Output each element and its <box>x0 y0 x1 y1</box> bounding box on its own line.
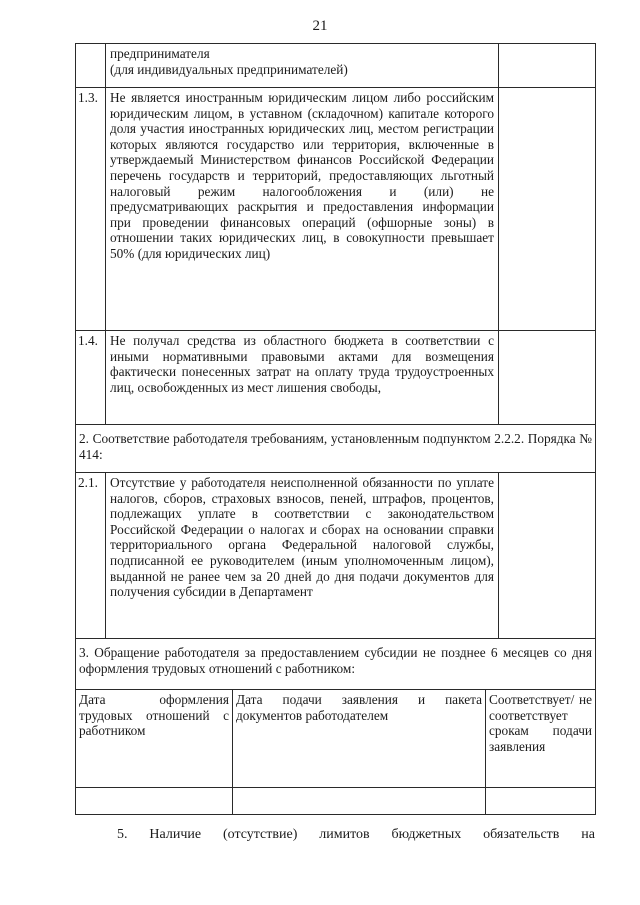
table-row <box>76 88 596 331</box>
table-header-row <box>76 690 596 788</box>
criterion-text: Не является иностранным юридическим лицом либо российским юридическим лицом, в уставном (складочном) капитале которого доля участия иностранных юридических лиц, местом регистрации которых являются государство или территория, включенные в утверждаемый Министерством финансов Российской Федерации перечень государств и территорий, предоставляющих льготный налоговый режим налогообложения и (или) не предусматривающих раскрытия и предоставления информации при проведении финансовых операций (офшорные зоны) в отношении таких юридических лиц, в совокупности превышает 50% (для юридических лиц) <box>106 88 499 331</box>
mark-cell[interactable] <box>499 473 596 639</box>
table-row <box>76 44 596 88</box>
column-header: Дата оформления трудовых отношений с работником <box>76 690 233 788</box>
mark-cell[interactable] <box>499 44 596 88</box>
section-heading-2: 2. Соответствие работодателя требованиям, установленным подпунктом 2.2.2. Порядка № 414: <box>76 425 596 473</box>
table-cell[interactable] <box>76 788 233 815</box>
section-row <box>76 639 596 690</box>
criterion-text: Не получал средства из областного бюджета в соответствии с иными нормативными правовыми актами для возмещения фактически понесенных затрат на оплату труда трудоустроенных лиц, освобожденных из мест лишения свободы, <box>106 331 499 425</box>
section-row <box>76 425 596 473</box>
table-row <box>76 331 596 425</box>
mark-cell[interactable] <box>499 331 596 425</box>
row-number: 2.1. <box>76 473 106 639</box>
column-header: Соответствует/ не соответствует срокам подачи заявления <box>486 690 596 788</box>
table-row <box>76 788 596 815</box>
row-number: 1.3. <box>76 88 106 331</box>
column-header: Дата подачи заявления и пакета документов работодателем <box>233 690 486 788</box>
row-number: 1.4. <box>76 331 106 425</box>
row-number <box>76 44 106 88</box>
table-cell[interactable] <box>486 788 596 815</box>
criteria-table <box>75 43 596 690</box>
table-row <box>76 473 596 639</box>
criterion-text: Отсутствие у работодателя неисполненной обязанности по уплате налогов, сборов, страховых взносов, пеней, штрафов, процентов, подлежащих уплате в соответствии с законодательством Российской Федерации о налогах и сборах на основании справки территориального органа Федеральной налоговой службы, подписанной ее руководителем (иным уполномоченным лицом), выданной не ранее чем за 20 дней до дня подачи документов для получения субсидии в Департамент <box>106 473 499 639</box>
dates-table <box>75 689 596 815</box>
section-heading-3: 3. Обращение работодателя за предоставлением субсидии не позднее 6 месяцев со дня оформления трудовых отношений с работником: <box>76 639 596 690</box>
table-cell[interactable] <box>233 788 486 815</box>
criterion-text <box>106 44 499 88</box>
criterion-line: (для индивидуальных предпринимателей) <box>110 61 348 77</box>
criterion-line: предпринимателя <box>110 46 210 61</box>
page-number: 21 <box>312 18 328 34</box>
mark-cell[interactable] <box>499 88 596 331</box>
item-5-paragraph: 5. Наличие (отсутствие) лимитов бюджетных обязательств на <box>117 827 595 842</box>
